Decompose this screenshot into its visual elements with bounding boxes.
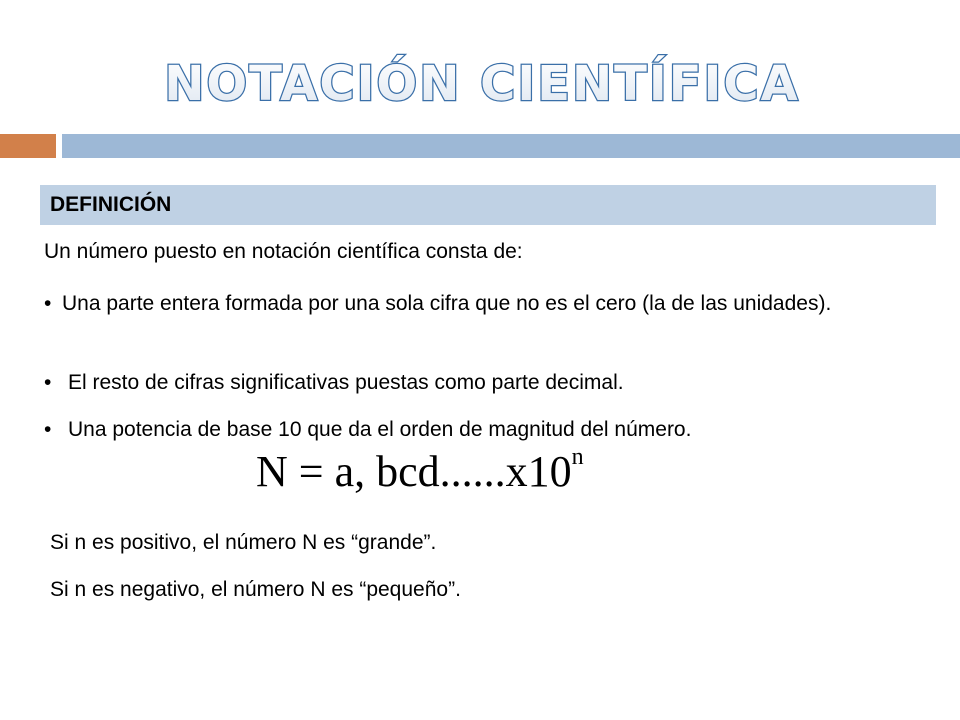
slide-title-area — [0, 44, 960, 124]
bullet-dot: • — [44, 292, 52, 315]
note-negative-exponent: Si n es negativo, el número N es “pequeño”. — [50, 578, 461, 601]
definition-heading: DEFINICIÓN — [50, 193, 172, 216]
formula-base: N = a, bcd......x10 — [256, 447, 572, 496]
accent-bar-blue — [62, 134, 960, 158]
bullet-dot: • — [44, 371, 52, 394]
note-positive-exponent: Si n es positivo, el número N es “grande”. — [50, 531, 437, 554]
accent-bar-orange — [0, 134, 56, 158]
bullet-text: Una potencia de base 10 que da el orden de magnitud del número. — [68, 418, 692, 441]
slide-title: NOTACIÓN CIENTÍFICA — [164, 56, 800, 112]
bullet-text: Una parte entera formada por una sola cifra que no es el cero (la de las unidades). — [62, 292, 832, 315]
scientific-notation-formula — [256, 444, 584, 497]
bullet-text: El resto de cifras significativas puestas como parte decimal. — [68, 371, 624, 394]
formula-exponent: n — [571, 444, 584, 470]
slide-title-graphic — [0, 44, 960, 124]
definition-intro: Un número puesto en notación científica consta de: — [44, 240, 523, 263]
definition-header — [40, 185, 936, 225]
bullet-dot: • — [44, 418, 52, 441]
